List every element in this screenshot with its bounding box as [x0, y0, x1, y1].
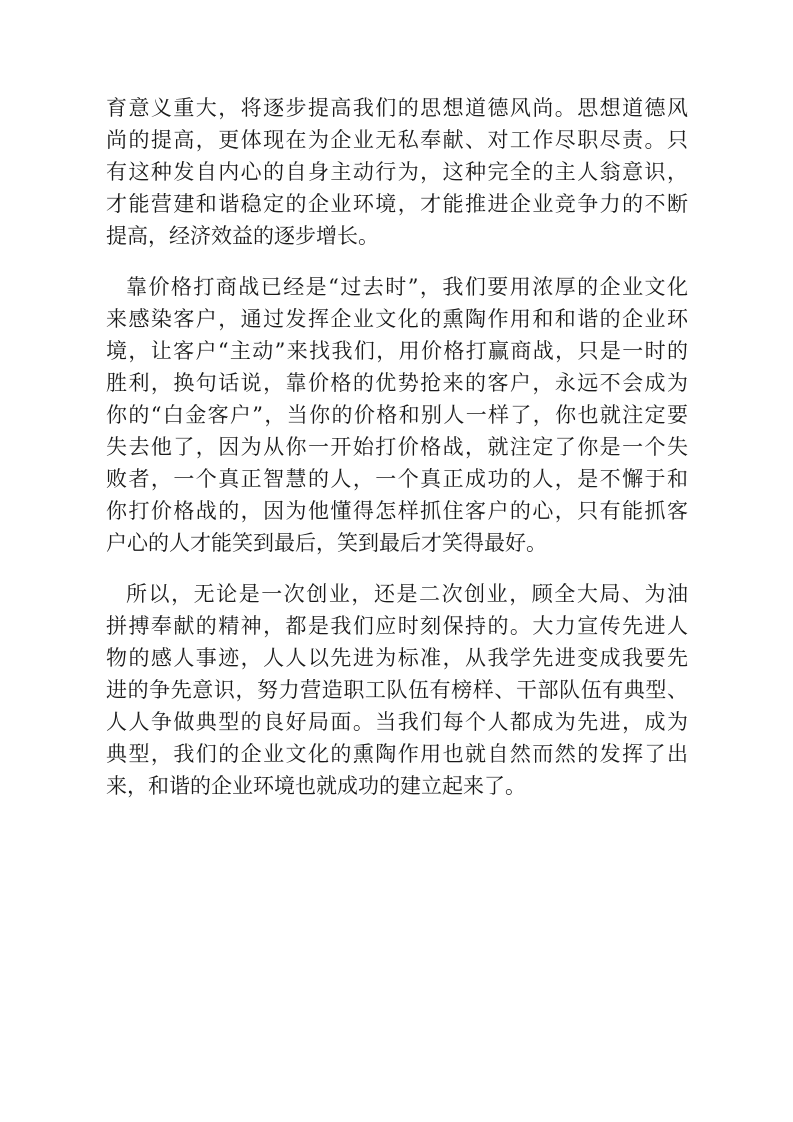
text-line: 育意义重大，将逐步提高我们的思想道德风尚。思想道德风 [106, 96, 688, 120]
text-line: 所以，无论是一次创业，还是二次创业，顾全大局、为油 [126, 582, 688, 606]
text-line: 尚的提高，更体现在为企业无私奉献、对工作尽职尽责。只 [106, 128, 688, 152]
text-line: 境，让客户“主动”来找我们，用价格打赢商战，只是一时的 [106, 339, 688, 363]
text-line: 胜利，换句话说，靠价格的优势抢来的客户，永远不会成为 [106, 371, 688, 395]
text-line: 有这种发自内心的自身主动行为，这种完全的主人翁意识， [106, 160, 688, 184]
paragraph-3 [106, 578, 688, 802]
text-line: 来，和谐的企业环境也就成功的建立起来了。 [106, 774, 526, 798]
text-line: 提高，经济效益的逐步增长。 [106, 224, 379, 248]
text-line: 才能营建和谐稳定的企业环境，才能推进企业竞争力的不断 [106, 192, 688, 216]
text-line: 人人争做典型的良好局面。当我们每个人都成为先进，成为 [106, 710, 688, 734]
document-body [106, 92, 688, 821]
text-line: 你打价格战的，因为他懂得怎样抓住客户的心，只有能抓客 [106, 499, 688, 523]
paragraph-2 [106, 271, 688, 559]
text-line: 典型，我们的企业文化的熏陶作用也就自然而然的发挥了出 [106, 742, 688, 766]
paragraph-1 [106, 92, 688, 252]
text-line: 物的感人事迹，人人以先进为标准，从我学先进变成我要先 [106, 646, 688, 670]
text-line: 失去他了，因为从你一开始打价格战，就注定了你是一个失 [106, 435, 688, 459]
text-line: 你的“白金客户”，当你的价格和别人一样了，你也就注定要 [106, 403, 688, 427]
text-line: 户心的人才能笑到最后，笑到最后才笑得最好。 [106, 531, 547, 555]
text-line: 拼搏奉献的精神，都是我们应时刻保持的。大力宣传先进人 [106, 614, 688, 638]
text-line: 败者，一个真正智慧的人，一个真正成功的人，是不懈于和 [106, 467, 688, 491]
text-line: 来感染客户，通过发挥企业文化的熏陶作用和和谐的企业环 [106, 307, 688, 331]
text-line: 进的争先意识，努力营造职工队伍有榜样、干部队伍有典型、 [106, 678, 688, 702]
text-line: 靠价格打商战已经是“过去时”，我们要用浓厚的企业文化 [126, 275, 688, 299]
